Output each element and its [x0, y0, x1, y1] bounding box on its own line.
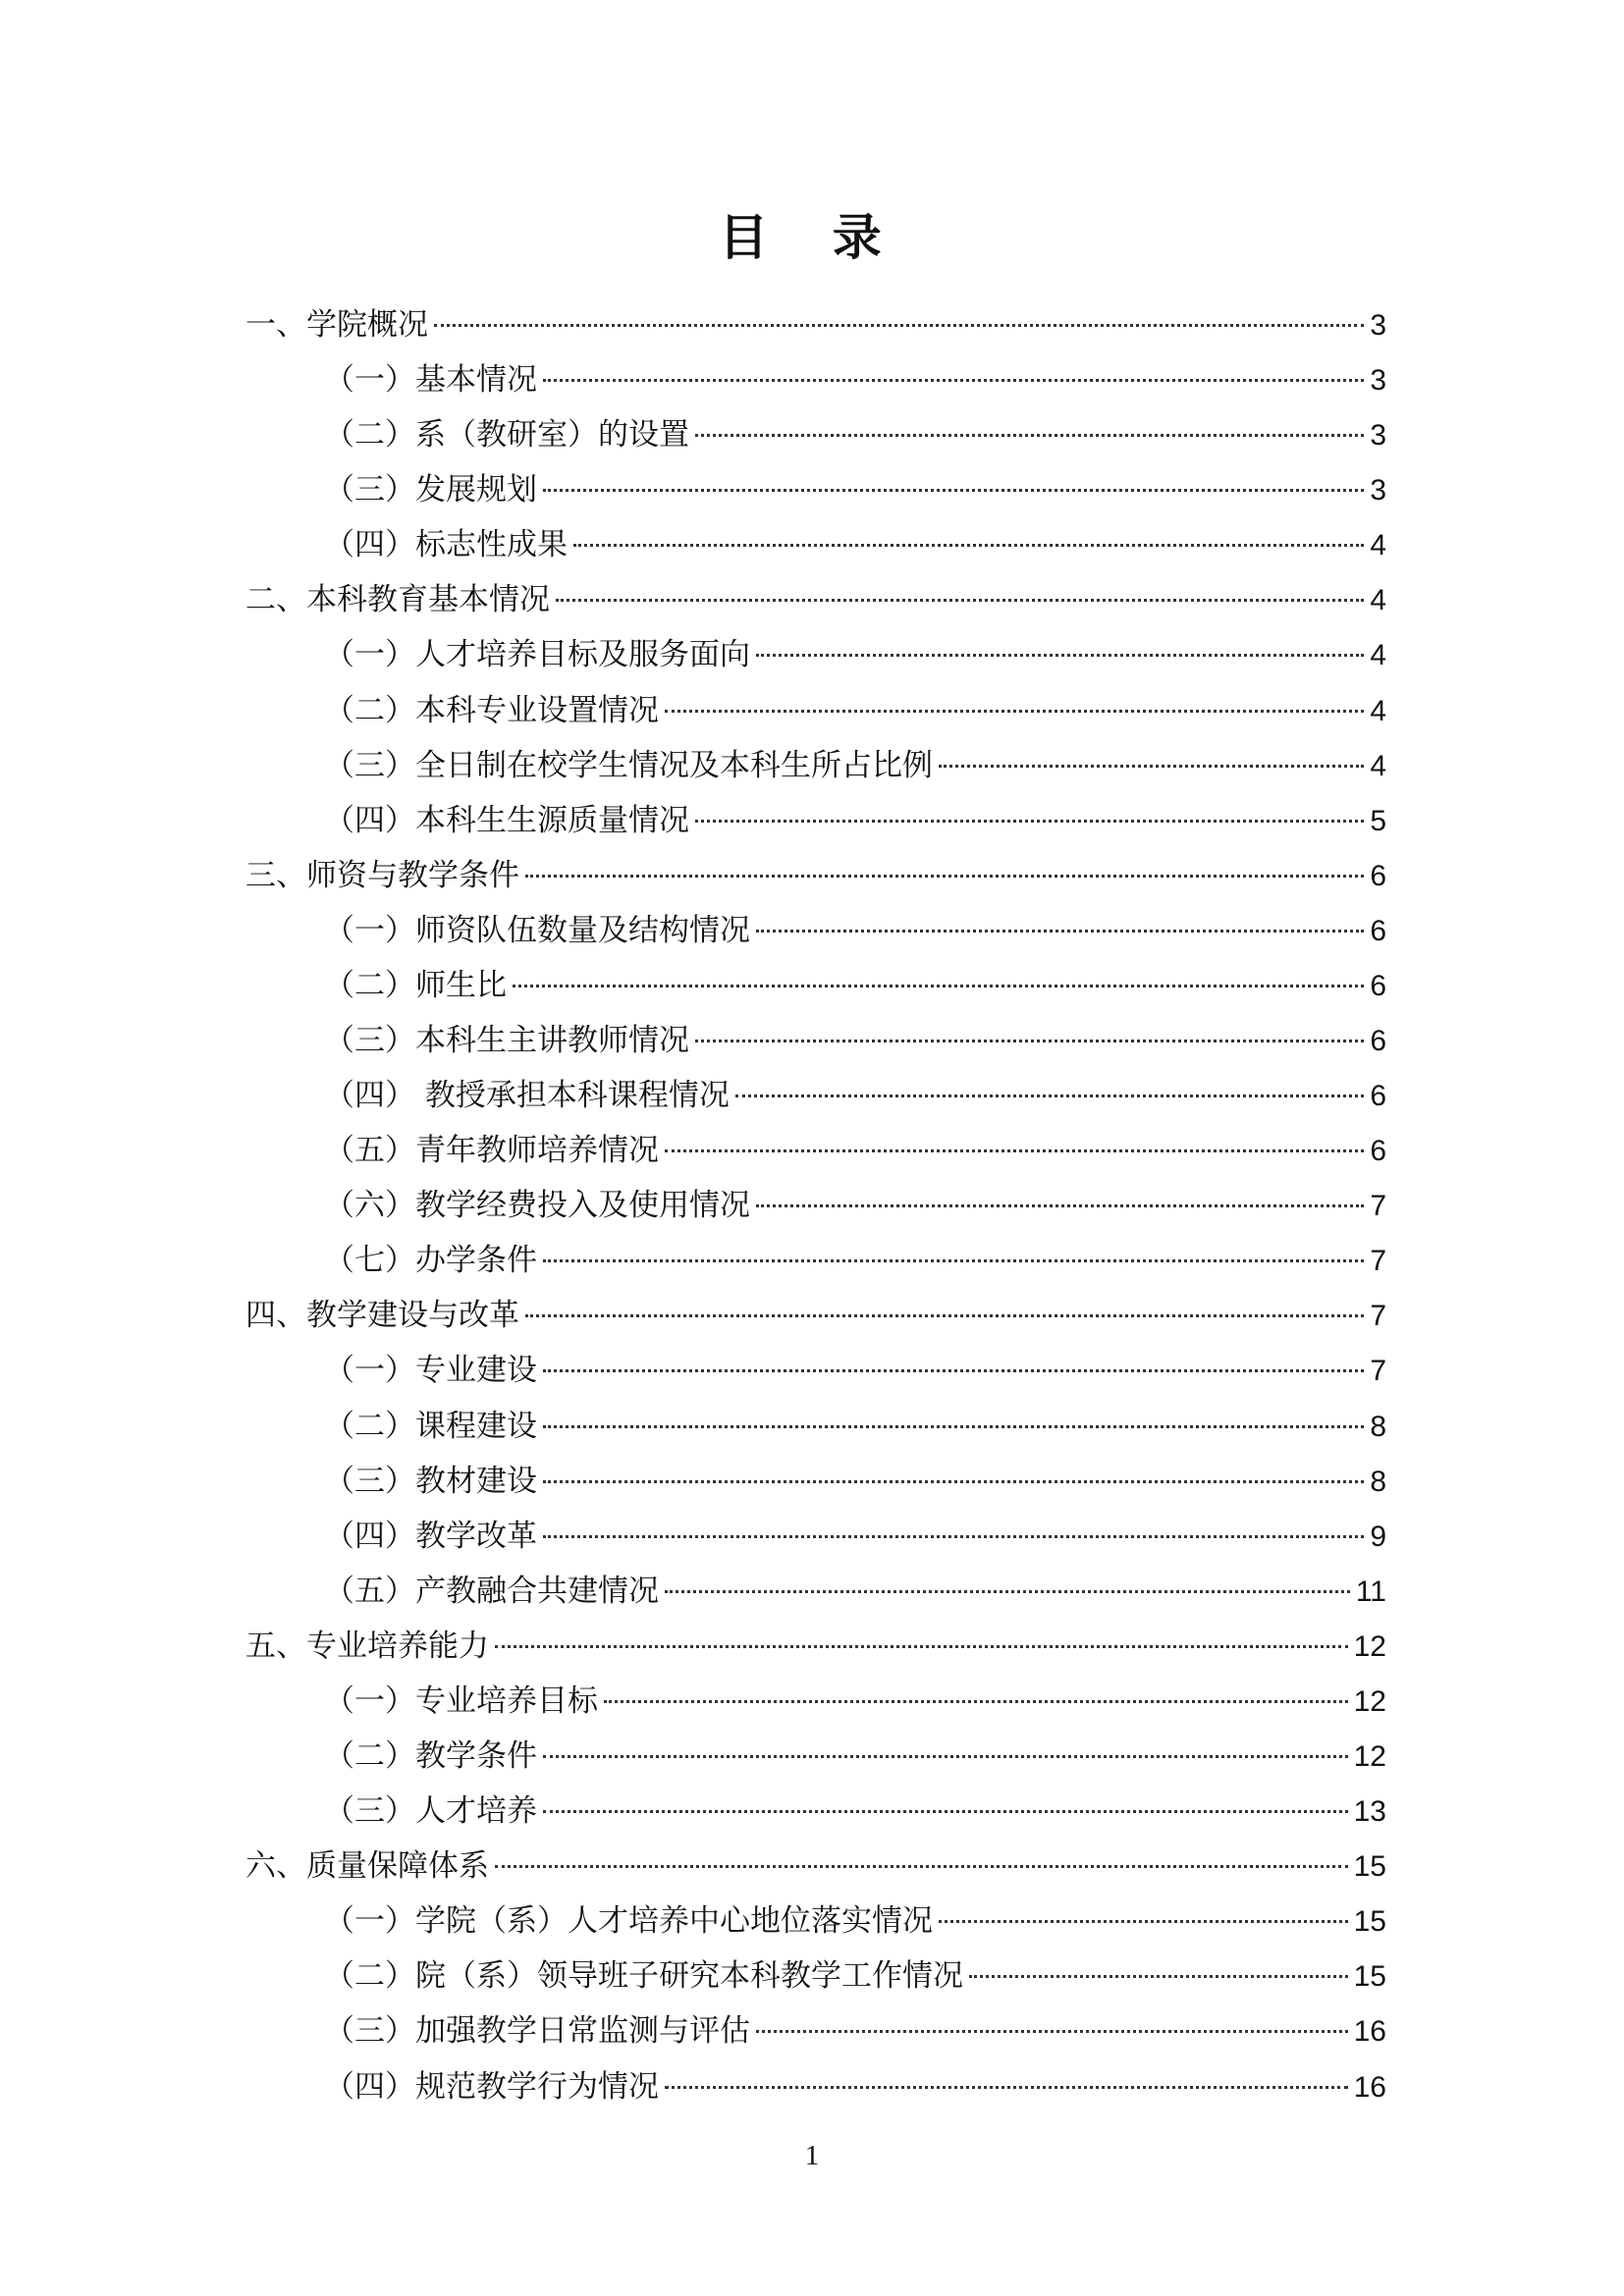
toc-page-number: 6: [1370, 1135, 1386, 1168]
toc-leader: [735, 1095, 1364, 1097]
toc-leader: [665, 710, 1364, 713]
toc-entry-text: 六、质量保障体系: [245, 1848, 489, 1885]
toc-leader: [695, 434, 1364, 437]
toc-page-number: 5: [1370, 804, 1386, 837]
toc-entry[interactable]: [245, 1343, 1386, 1398]
toc-page-number: 7: [1370, 1355, 1386, 1388]
toc-entry-text: （二）院（系）领导班子研究本科教学工作情况: [324, 1958, 963, 1995]
toc-entry-text: （二）课程建设: [324, 1408, 537, 1444]
toc-entry-text: （四） 教授承担本科课程情况: [324, 1078, 730, 1114]
toc-entry-text: （一）基本情况: [324, 362, 537, 399]
toc-page-number: 7: [1370, 1190, 1386, 1223]
toc-entry[interactable]: [245, 572, 1386, 627]
toc-leader: [756, 654, 1364, 657]
toc-page-number: 7: [1370, 1300, 1386, 1333]
toc-page-number: 4: [1370, 529, 1386, 562]
toc-entry-text: （七）办学条件: [324, 1243, 537, 1279]
toc-entry[interactable]: [245, 2003, 1386, 2058]
toc-entry-text: （三）人才培养: [324, 1793, 537, 1830]
toc-leader: [525, 1314, 1364, 1317]
toc-page-number: 8: [1370, 1465, 1386, 1498]
toc-entry-text: （三）发展规划: [324, 472, 537, 508]
toc-list: [245, 297, 1386, 2114]
toc-leader: [543, 379, 1364, 382]
toc-entry[interactable]: [245, 1123, 1386, 1178]
toc-page-number: 15: [1353, 1960, 1386, 1994]
toc-title: 目 录: [719, 209, 905, 266]
toc-entry-text: （三）全日制在校学生情况及本科生所占比例: [324, 747, 933, 783]
toc-entry[interactable]: [245, 1564, 1386, 1619]
toc-leader: [756, 2030, 1348, 2033]
toc-entry[interactable]: [245, 1399, 1386, 1454]
toc-leader: [543, 489, 1364, 492]
toc-leader: [939, 1920, 1348, 1923]
toc-entry[interactable]: [245, 627, 1386, 682]
toc-entry[interactable]: [245, 1674, 1386, 1729]
toc-page-number: 6: [1370, 1080, 1386, 1113]
toc-entry-text: 三、师资与教学条件: [245, 857, 519, 893]
toc-leader: [665, 1590, 1350, 1593]
toc-leader: [434, 324, 1364, 327]
toc-page-number: 6: [1370, 1025, 1386, 1058]
toc-entry-text: （二）系（教研室）的设置: [324, 417, 689, 454]
toc-page-number: 4: [1370, 694, 1386, 727]
toc-leader: [543, 1259, 1364, 1262]
toc-entry[interactable]: [245, 1839, 1386, 1894]
toc-entry[interactable]: [245, 1619, 1386, 1674]
toc-page-number: 12: [1353, 1740, 1386, 1774]
toc-page-number: 4: [1370, 639, 1386, 672]
toc-entry-text: （三）教材建设: [324, 1463, 537, 1499]
toc-page-number: 6: [1370, 859, 1386, 892]
toc-leader: [665, 2086, 1348, 2089]
toc-entry-text: 四、教学建设与改革: [245, 1298, 519, 1334]
toc-page-number: 4: [1370, 584, 1386, 617]
toc-page-number: 3: [1370, 474, 1386, 507]
toc-page-number: 3: [1370, 309, 1386, 342]
toc-entry-text: 一、学院概况: [245, 307, 428, 343]
toc-entry[interactable]: [245, 1454, 1386, 1509]
toc-entry-text: （六）教学经费投入及使用情况: [324, 1188, 750, 1224]
toc-page-number: 6: [1370, 914, 1386, 947]
toc-leader: [543, 1755, 1348, 1758]
toc-page-number: 9: [1370, 1520, 1386, 1553]
toc-entry-text: （四）标志性成果: [324, 527, 568, 563]
toc-leader: [525, 875, 1364, 878]
toc-page-number: 3: [1370, 364, 1386, 398]
toc-entry[interactable]: [245, 462, 1386, 517]
toc-leader: [543, 1425, 1364, 1428]
toc-entry[interactable]: [245, 1784, 1386, 1839]
toc-entry[interactable]: [245, 1233, 1386, 1288]
toc-entry-text: （三）本科生主讲教师情况: [324, 1023, 689, 1059]
toc-leader: [604, 1700, 1348, 1703]
toc-page-number: 3: [1370, 419, 1386, 453]
toc-page-number: 15: [1353, 1850, 1386, 1884]
toc-entry[interactable]: [245, 407, 1386, 462]
toc-leader: [556, 599, 1364, 602]
toc-entry-text: （四）教学改革: [324, 1518, 537, 1554]
toc-entry-text: （二）师生比: [324, 967, 507, 1003]
toc-entry[interactable]: [245, 683, 1386, 738]
toc-leader: [543, 1369, 1364, 1372]
toc-entry[interactable]: [245, 352, 1386, 407]
toc-leader: [495, 1865, 1348, 1868]
toc-leader: [543, 1480, 1364, 1483]
toc-leader: [695, 1040, 1364, 1042]
toc-entry-text: （一）人才培养目标及服务面向: [324, 637, 750, 673]
toc-entry-text: （五）青年教师培养情况: [324, 1133, 659, 1169]
toc-entry-text: （一）学院（系）人才培养中心地位落实情况: [324, 1903, 933, 1940]
toc-leader: [543, 1535, 1364, 1538]
toc-leader: [756, 1204, 1364, 1207]
toc-entry[interactable]: [245, 1288, 1386, 1343]
toc-entry[interactable]: [245, 1509, 1386, 1564]
toc-page-number: 12: [1353, 1684, 1386, 1718]
toc-entry[interactable]: [245, 738, 1386, 793]
toc-page-number: 7: [1370, 1245, 1386, 1278]
toc-entry[interactable]: [245, 903, 1386, 958]
toc-entry[interactable]: [245, 2059, 1386, 2114]
toc-entry-text: （四）规范教学行为情况: [324, 2068, 659, 2105]
toc-entry[interactable]: [245, 297, 1386, 352]
page-number: 1: [804, 2140, 820, 2171]
toc-leader: [573, 544, 1364, 547]
toc-entry[interactable]: [245, 848, 1386, 903]
toc-entry[interactable]: [245, 1013, 1386, 1068]
toc-page-number: 16: [1353, 2015, 1386, 2049]
toc-page-number: 8: [1370, 1410, 1386, 1443]
toc-page-number: 4: [1370, 749, 1386, 782]
toc-entry[interactable]: [245, 958, 1386, 1013]
toc-entry[interactable]: [245, 1894, 1386, 1949]
toc-entry-text: （一）师资队伍数量及结构情况: [324, 912, 750, 948]
toc-page-number: 6: [1370, 969, 1386, 1002]
toc-leader: [939, 765, 1364, 768]
toc-entry[interactable]: [245, 1178, 1386, 1233]
toc-leader: [695, 820, 1364, 823]
toc-entry[interactable]: [245, 1068, 1386, 1123]
toc-leader: [495, 1645, 1348, 1648]
toc-entry-text: （四）本科生生源质量情况: [324, 802, 689, 838]
toc-page-number: 16: [1353, 2070, 1386, 2104]
toc-entry-text: （一）专业培养目标: [324, 1682, 598, 1719]
toc-page-number: 15: [1353, 1905, 1386, 1939]
toc-entry-text: （五）产教融合共建情况: [324, 1573, 659, 1609]
toc-entry[interactable]: [245, 517, 1386, 572]
toc-leader: [513, 985, 1364, 988]
toc-entry-text: （一）专业建设: [324, 1353, 537, 1389]
toc-entry-text: （二）本科专业设置情况: [324, 692, 659, 728]
toc-entry[interactable]: [245, 1949, 1386, 2003]
toc-leader: [969, 1975, 1348, 1978]
toc-page-number: 11: [1355, 1575, 1386, 1608]
toc-leader: [756, 930, 1364, 933]
toc-entry-text: 二、本科教育基本情况: [245, 582, 550, 618]
toc-page-number: 13: [1353, 1795, 1386, 1829]
toc-entry-text: （二）教学条件: [324, 1738, 537, 1775]
toc-entry[interactable]: [245, 1729, 1386, 1784]
toc-page-number: 12: [1353, 1629, 1386, 1663]
toc-leader: [665, 1149, 1364, 1152]
toc-leader: [543, 1810, 1348, 1813]
toc-entry-text: （三）加强教学日常监测与评估: [324, 2013, 750, 2050]
toc-entry[interactable]: [245, 793, 1386, 848]
toc-entry-text: 五、专业培养能力: [245, 1628, 489, 1664]
